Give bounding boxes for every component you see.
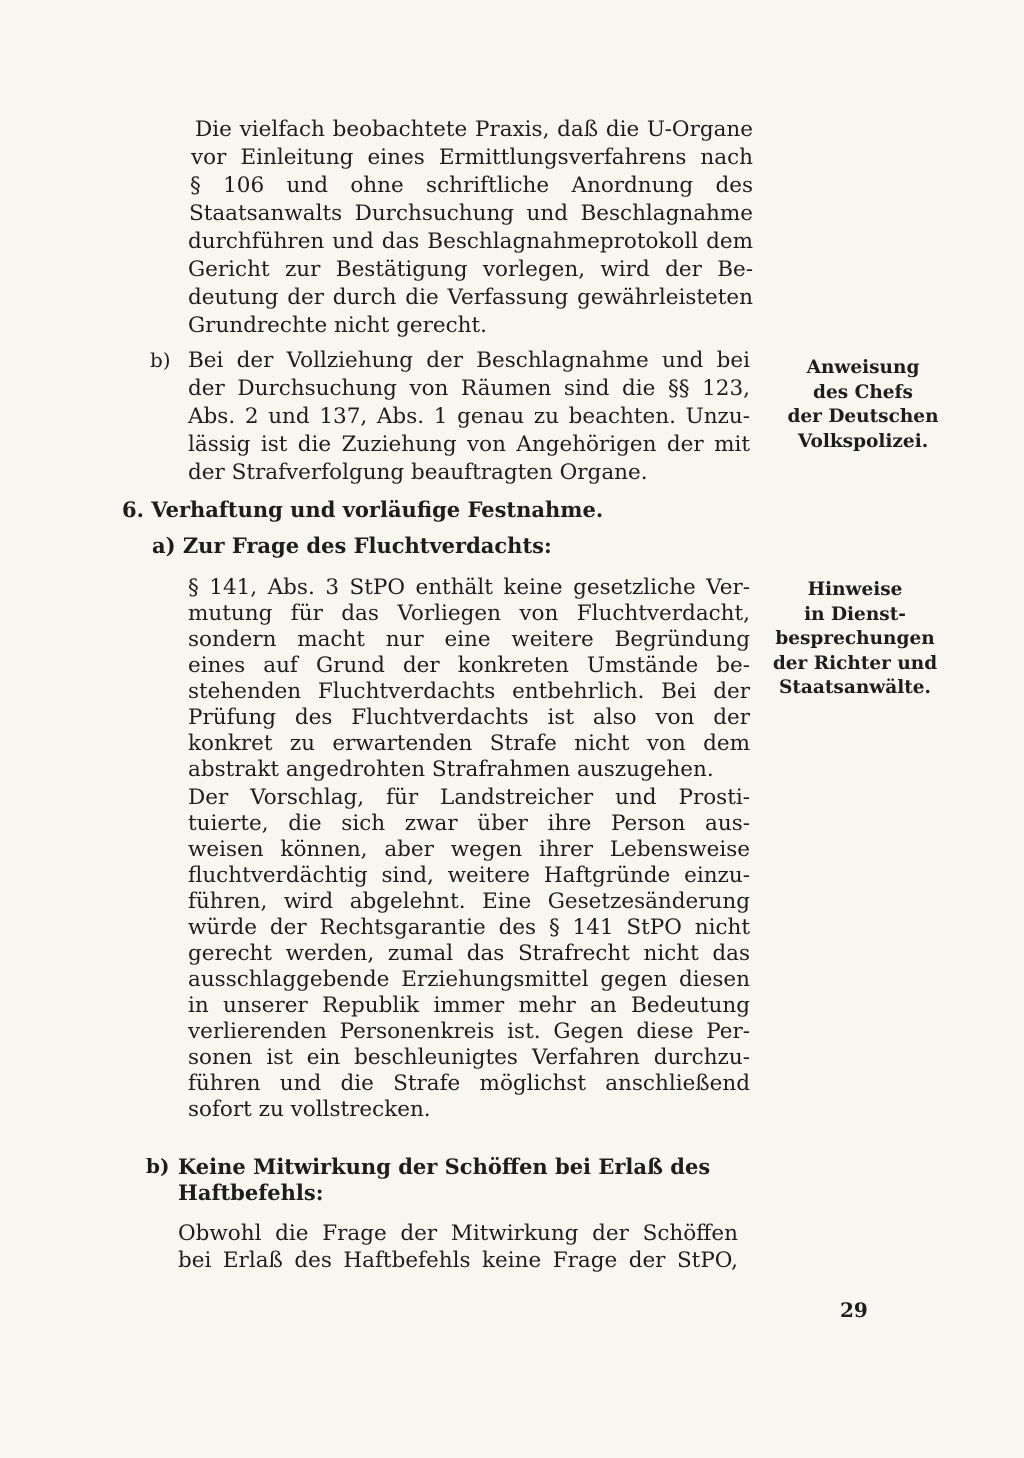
- text-line: Prüfung des Fluchtverdachts ist also von der: [188, 705, 750, 730]
- text-line: führen, wird abgelehnt. Eine Gesetzesänderung: [188, 889, 750, 914]
- text-line: tuierte, die sich zwar über ihre Person aus-: [188, 811, 750, 836]
- text-line: Die vielfach beobachtete Praxis, daß die U-Organe: [195, 117, 753, 142]
- text-line: konkret zu erwartenden Strafe nicht von dem: [188, 731, 750, 756]
- text-line: vor Einleitung eines Ermittlungsverfahrens nach: [191, 145, 753, 170]
- subsection-heading: Keine Mitwirkung der Schöffen bei Erlaß des: [178, 1154, 711, 1179]
- text-line: deutung der durch die Verfassung gewährleisteten: [188, 285, 753, 310]
- text-line: fluchtverdächtig sind, weitere Haftgründe einzu-: [188, 863, 750, 888]
- text-line: sofort zu vollstrecken.: [188, 1097, 431, 1122]
- text-line: eines auf Grund der konkreten Umstände be-: [188, 653, 750, 678]
- section-heading: 6. Verhaftung und vorläufige Festnahme.: [122, 497, 604, 522]
- text-line: Staatsanwalts Durchsuchung und Beschlagnahme: [189, 201, 753, 226]
- margin-note-line: in Dienst-: [804, 603, 906, 625]
- item-label: b): [146, 1154, 170, 1178]
- text-line: gerecht werden, zumal das Strafrecht nicht das: [188, 941, 750, 966]
- margin-note-line: Volkspolizei.: [797, 430, 929, 452]
- margin-note-directive: [778, 356, 948, 454]
- text-line: abstrakt angedrohten Strafrahmen auszugehen.: [188, 757, 714, 782]
- text-line: ausschlaggebende Erziehungsmittel gegen diesen: [188, 967, 750, 992]
- text-line: § 106 und ohne schriftliche Anordnung des: [190, 173, 753, 198]
- text-line: Gericht zur Bestätigung vorlegen, wird der Be-: [188, 257, 753, 282]
- text-line: Grundrechte nicht gerecht.: [188, 313, 487, 338]
- margin-note-line: der Richter und: [772, 652, 938, 674]
- text-line: sonen ist ein beschleunigtes Verfahren durchzu-: [188, 1045, 750, 1070]
- margin-note-line: der Deutschen: [787, 406, 939, 427]
- text-line: Bei der Vollziehung der Beschlagnahme und bei: [188, 348, 750, 373]
- text-line: mutung für das Vorliegen von Fluchtverdacht,: [188, 601, 750, 626]
- margin-note-guidance: [770, 578, 940, 701]
- text-line: durchführen und das Beschlagnahmeprotokoll dem: [188, 229, 753, 254]
- margin-note-line: Anweisung: [806, 357, 920, 378]
- text-line: Obwohl die Frage der Mitwirkung der Schöffen: [178, 1221, 738, 1246]
- text-line: sondern macht nur eine weitere Begründung: [188, 627, 750, 652]
- page-number: 29: [840, 1298, 868, 1322]
- subsection-heading: a) Zur Frage des Fluchtverdachts:: [152, 533, 552, 558]
- margin-note-line: des Chefs: [813, 381, 913, 403]
- text-line: der Strafverfolgung beauftragten Organe.: [188, 460, 648, 485]
- subsection-heading: Haftbefehls:: [178, 1180, 324, 1205]
- text-line: lässig ist die Zuziehung von Angehörigen der mit: [188, 432, 750, 457]
- margin-note-line: Staatsanwälte.: [779, 677, 931, 698]
- text-line: bei Erlaß des Haftbefehls keine Frage der StPO,: [178, 1248, 738, 1273]
- text-line: § 141, Abs. 3 StPO enthält keine gesetzliche Ver-: [188, 575, 750, 600]
- item-label: b): [150, 348, 171, 372]
- text-line: weisen können, aber wegen ihrer Lebensweise: [188, 837, 750, 862]
- text-line: stehenden Fluchtverdachts entbehrlich. Bei der: [188, 679, 750, 704]
- text-line: verlierenden Personenkreis ist. Gegen diese Per-: [188, 1019, 750, 1044]
- margin-note-line: Hinweise: [807, 579, 903, 600]
- text-line: Der Vorschlag, für Landstreicher und Prosti-: [188, 785, 750, 810]
- text-line: in unserer Republik immer mehr an Bedeutung: [188, 993, 750, 1018]
- text-line: Abs. 2 und 137, Abs. 1 genau zu beachten. Unzu-: [188, 404, 750, 429]
- text-line: würde der Rechtsgarantie des § 141 StPO nicht: [188, 915, 750, 940]
- text-line: führen und die Strafe möglichst anschließend: [188, 1071, 750, 1096]
- text-line: der Durchsuchung von Räumen sind die §§ 123,: [188, 376, 750, 401]
- margin-note-line: besprechungen: [775, 628, 935, 649]
